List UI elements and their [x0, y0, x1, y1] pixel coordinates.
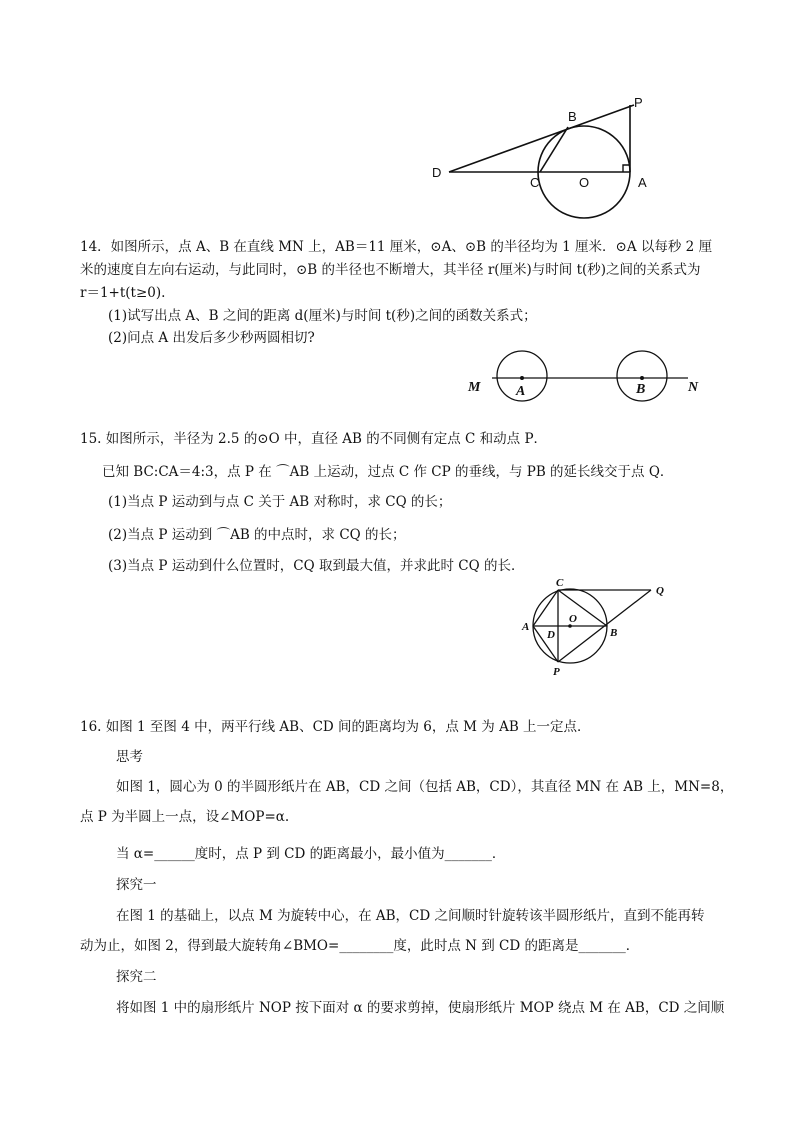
q16-p3: 当 α=______度时，点 P 到 CD 的距离最小，最小值为_______． [116, 846, 506, 862]
label-o: O [579, 175, 590, 190]
q16-p4: 在图 1 的基础上，以点 M 为旋转中心，在 AB，CD 之间顺时针旋转该半圆形纸片，直到不能再转 [116, 908, 705, 924]
label-p: P [553, 666, 560, 678]
line-cb [558, 590, 607, 626]
figure-tangent-circle [420, 90, 660, 225]
label-q: Q [656, 585, 664, 597]
line-ca [533, 590, 558, 626]
label-d: D [547, 629, 555, 641]
q15-line2: 已知 BC:CA＝4:3，点 P 在 ⌒AB 上运动，过点 C 作 CP 的垂线，与 PB 的延长线交于点 Q． [102, 464, 674, 480]
label-d: D [432, 165, 442, 180]
label-p: P [634, 95, 643, 110]
q14-line3: r＝1+t(t≥0). [80, 285, 166, 301]
label-b: B [610, 627, 618, 639]
q16-explore2: 探究二 [116, 969, 157, 985]
label-n: N [688, 380, 699, 395]
label-b: B [568, 109, 577, 124]
figure-two-circles [462, 345, 712, 405]
label-c: C [556, 577, 564, 589]
q15-sub2: (2)当点 P 运动到 ⌒AB 的中点时，求 CQ 的长； [108, 527, 406, 543]
label-b: B [636, 382, 646, 397]
q14-line2: 米的速度自左向右运动，与此同时，⊙B 的半径也不断增大，其半径 r(厘米)与时间 t(秒)之间的关系式为 [80, 262, 701, 278]
q16-p1: 如图 1，圆心为 0 的半圆形纸片在 AB，CD 之间（包括 AB，CD），其直径 MN 在 AB 上，MN=8， [116, 779, 734, 795]
label-o: O [569, 613, 577, 625]
label-c: C [530, 175, 540, 190]
q14-sub2: (2)问点 A 出发后多少秒两圆相切? [108, 330, 315, 346]
label-a: A [638, 175, 647, 190]
q14-sub1: (1)试写出点 A、B 之间的距离 d(厘米)与时间 t(秒)之间的函数关系式； [108, 308, 537, 324]
figure-circle-cq [515, 576, 675, 681]
q16-p2: 点 P 为半圆上一点，设∠MOP=α. [80, 809, 290, 825]
label-m: M [468, 380, 481, 395]
label-a: A [516, 384, 526, 399]
q15-sub1: (1)当点 P 运动到与点 C 关于 AB 对称时，求 CQ 的长； [108, 494, 452, 510]
q16-explore1: 探究一 [116, 877, 157, 893]
q14-line1: 14．如图所示，点 A、B 在直线 MN 上，AB＝11 厘米，⊙A、⊙B 的半径均为 1 厘米．⊙A 以每秒 2 厘 [80, 239, 713, 255]
point-b [640, 376, 644, 380]
q16-line1: 16. 如图 1 至图 4 中，两平行线 AB、CD 间的距离均为 6，点 M 为 AB 上一定点． [80, 719, 591, 735]
label-a: A [522, 621, 530, 633]
q16-think: 思考 [116, 749, 143, 765]
point-a [520, 376, 524, 380]
q16-p6: 将如图 1 中的扇形纸片 NOP 按下面对 α 的要求剪掉，使扇形纸片 MOP 绕点 M 在 AB，CD 之间顺 [116, 1000, 725, 1016]
line-dp [449, 105, 634, 172]
q16-p5: 动为止，如图 2，得到最大旋转角∠BMO=________度，此时点 N 到 CD 的距离是_______． [80, 938, 640, 954]
q15-sub3: (3)当点 P 运动到什么位置时，CQ 取到最大值，并求此时 CQ 的长． [108, 558, 525, 574]
q15-line1: 15. 如图所示，半径为 2.5 的⊙O 中，直径 AB 的不同侧有定点 C 和动点 P． [80, 431, 548, 447]
